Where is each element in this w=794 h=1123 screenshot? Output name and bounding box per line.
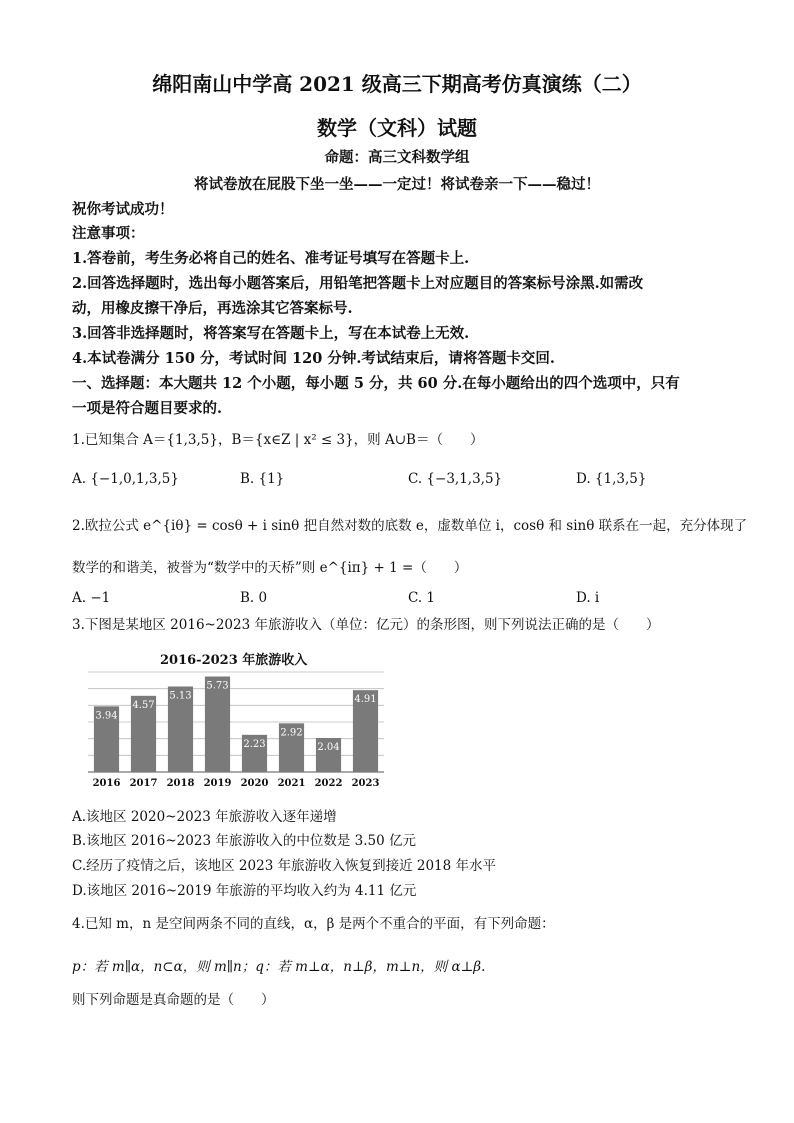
q3-option-c: C.经历了疫情之后，该地区 2023 年旅游收入恢复到接近 2018 年水平 [72,858,497,874]
chart-x-tick-label: 2019 [203,778,232,789]
chart-x-tick-label: 2020 [240,778,269,789]
chart-x-tick-label: 2023 [351,778,380,789]
q4-propositions: p：若 m∥α，n⊂α，则 m∥n；q：若 m⊥α，n⊥β，m⊥n，则 α⊥β. [72,959,486,975]
chart-x-tick-label: 2018 [166,778,195,789]
chart-value-label: 4.57 [132,699,155,711]
note-4: 4.本试卷满分 150 分，考试时间 120 分钟.考试结束后，请将答题卡交回. [72,350,555,367]
q1-option-a: A. {−1,0,1,3,5} [72,471,179,487]
note-3: 3.回答非选择题时，将答案写在答题卡上，写在本试卷上无效. [72,325,470,342]
chart-value-label: 2.92 [280,727,303,739]
notes-heading: 注意事项： [72,225,145,242]
chart-value-label: 5.13 [169,690,192,702]
q2-option-b: B. 0 [240,590,268,606]
exam-motto: 将试卷放在屁股下坐一坐——一定过！将试卷亲一下——稳过！ [194,176,600,193]
chart-value-label: 3.94 [95,710,118,722]
chart-value-label: 5.73 [206,680,229,692]
chart-x-tick-label: 2022 [314,778,343,789]
section1-line2: 一项是符合题目要求的. [72,400,223,417]
chart-value-label: 2.23 [243,738,266,750]
chart-x-tick-label: 2021 [277,778,306,789]
q2-stem-1: 2.欧拉公式 e^{iθ} = cosθ + i sinθ 把自然对数的底数 e，虚数单位 i，cosθ 和 sinθ 联系在一起，充分体现了 [72,518,748,534]
chart-value-label: 2.04 [317,742,340,753]
chart-x-tick-label: 2017 [129,778,158,789]
exam-subject: 数学（文科）试题 [317,116,477,140]
exam-wish: 祝你考试成功！ [72,201,174,218]
q2-option-a: A. −1 [72,590,111,606]
q3-option-b: B.该地区 2016~2023 年旅游收入的中位数是 3.50 亿元 [72,833,416,849]
exam-setter: 命题：高三文科数学组 [324,149,470,166]
chart-value-label: 4.91 [354,694,377,706]
note-1: 1.答卷前，考生务必将自己的姓名、准考证号填写在答题卡上. [72,250,470,267]
q4-stem: 4.已知 m，n 是空间两条不同的直线，α，β 是两个不重合的平面，有下列命题： [72,916,555,932]
q1-option-b: B. {1} [240,471,285,487]
q4-ask: 则下列命题是真命题的是（ ） [72,992,275,1008]
q3-option-d: D.该地区 2016~2019 年旅游的平均收入约为 4.11 亿元 [72,883,417,899]
chart-title: 2016-2023 年旅游收入 [160,653,308,668]
q2-option-c: C. 1 [408,590,436,606]
q1-option-c: C. {−3,1,3,5} [408,471,503,487]
q1-stem: 1.已知集合 A＝{1,3,5}，B＝{x∈Z | x² ≤ 3}，则 A∪B＝（ ） [72,432,484,448]
note-2b: 动，用橡皮擦干净后，再选涂其它答案标号. [72,300,353,317]
q2-option-d: D. i [576,590,600,606]
q3-option-a: A.该地区 2020~2023 年旅游收入逐年递增 [72,809,337,825]
note-2a: 2.回答选择题时，选出每小题答案后，用铅笔把答题卡上对应题目的答案标号涂黑.如需改 [72,275,644,292]
exam-title: 绵阳南山中学高 2021 级高三下期高考仿真演练（二） [152,72,642,96]
section1-line1: 一、选择题：本大题共 12 个小题，每小题 5 分，共 60 分.在每小题给出的四个选项中，只有 [72,375,680,392]
q3-stem: 3.下图是某地区 2016~2023 年旅游收入（单位：亿元）的条形图，则下列说法正确的是（ ） [72,617,660,633]
chart-x-tick-label: 2016 [92,778,121,789]
q1-option-d: D. {1,3,5} [576,471,647,487]
q2-stem-2: 数学的和谐美，被誉为“数学中的天桥”则 e^{iπ} + 1 =（ ） [72,560,468,576]
bar-chart [86,646,386,794]
